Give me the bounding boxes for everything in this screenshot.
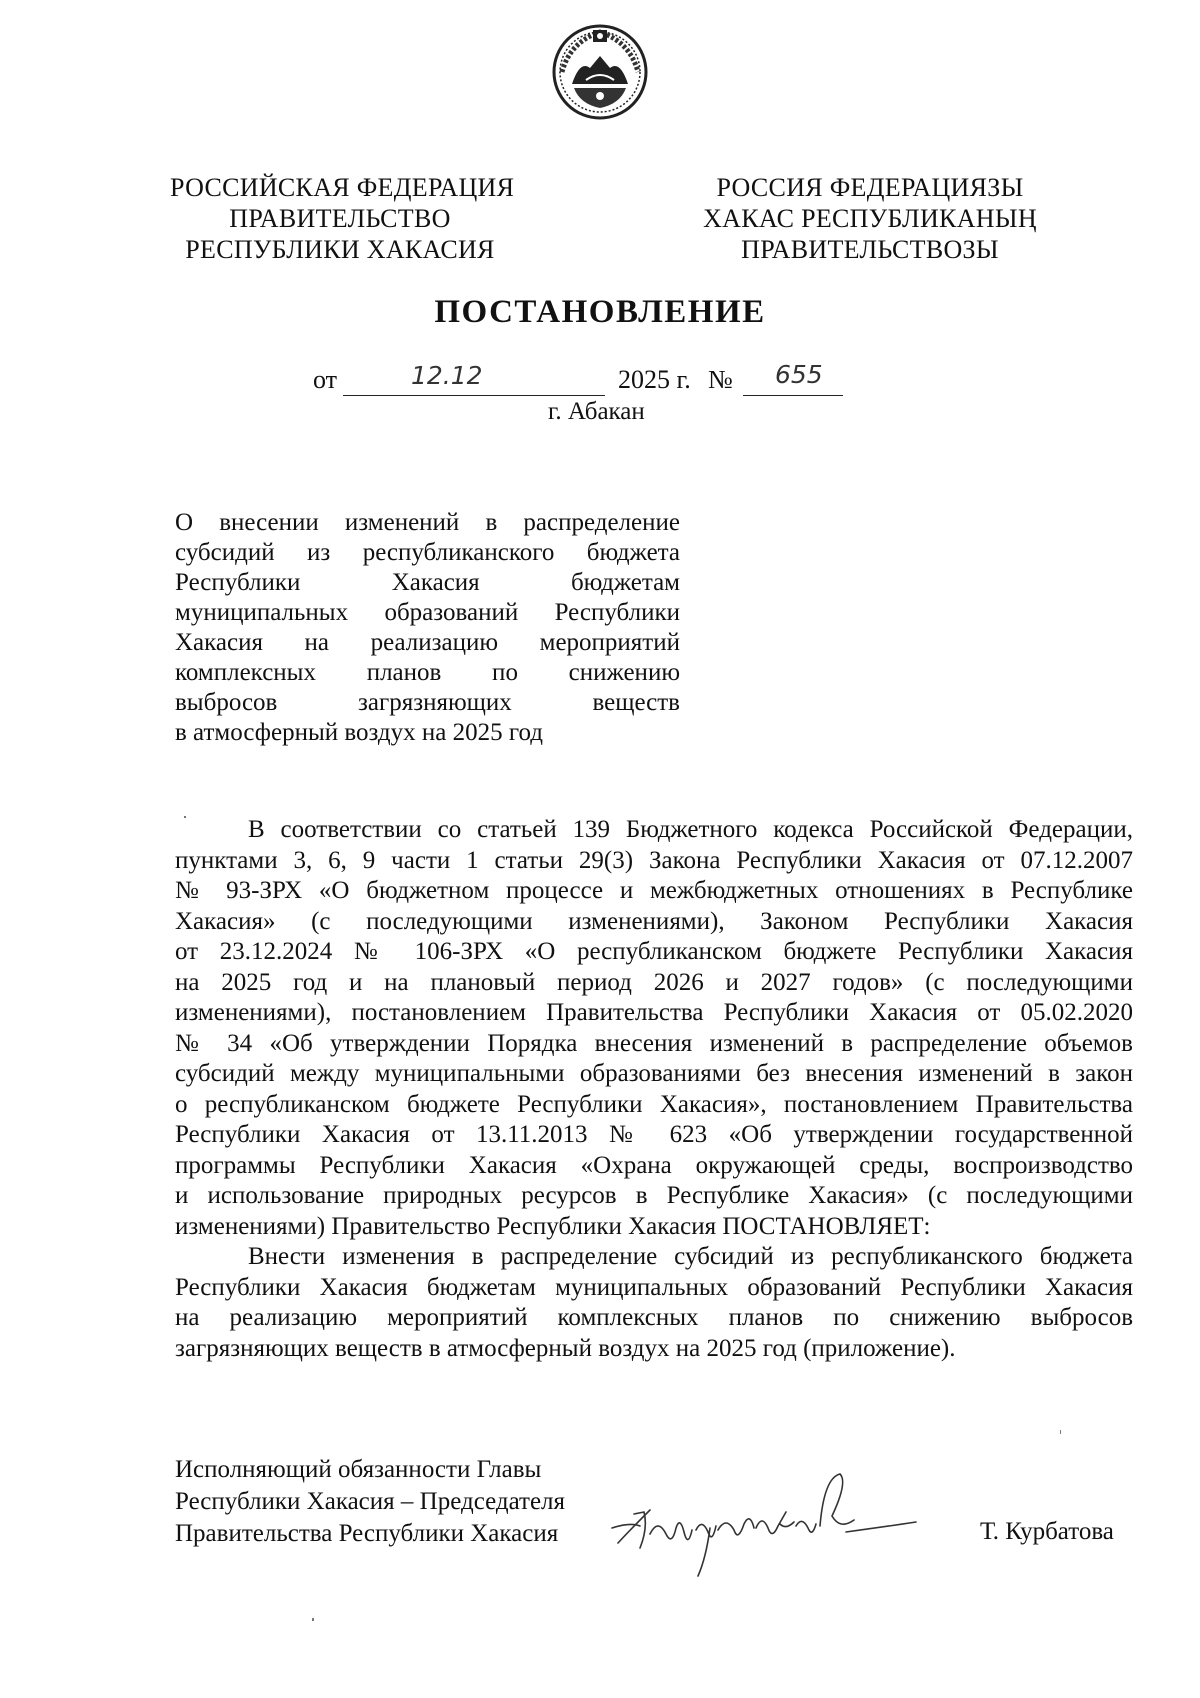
position-line: Республики Хакасия – Председателя [175,1488,566,1515]
date-underline [343,395,605,396]
body-line: № 34 «Об утверждении Порядка внесения изменений в распределение объемов [175,1029,1133,1057]
subject-line: комплексных планов по снижению [175,659,680,686]
body-line: Хакасия» (с последующими изменениями), Законом Республики Хакасия [175,907,1133,935]
subject-line: Хакасия на реализацию мероприятий [175,629,680,656]
subject-line: муниципальных образований Республики [175,599,680,626]
document-subject [175,508,680,748]
position-line: Исполняющий обязанности Главы [175,1456,542,1483]
body-line: изменениями) Правительство Республики Хакасия ПОСТАНОВЛЯЕТ: [175,1212,931,1240]
header-right-line: ПРАВИТЕЛЬСТВОЗЫ [741,235,999,264]
header-left-russian [170,172,515,265]
number-underline [743,395,843,396]
header-right-line: РОССИЯ ФЕДЕРАЦИЯЗЫ [716,173,1024,202]
scan-speck [312,1618,314,1621]
handwritten-date: 12.12 [411,361,483,390]
body-line: и использование природных ресурсов в Республике Хакасия» (с последующими [175,1182,1133,1209]
subject-line: в атмосферный воздух на 2025 год [175,719,544,746]
header-left-line: РОССИЙСКАЯ ФЕДЕРАЦИЯ [170,173,515,202]
body-line: программы Республики Хакасия «Охрана окружающей среды, воспроизводство [175,1151,1133,1179]
body-line: субсидий между муниципальными образованиями без внесения изменений в закон [175,1060,1133,1087]
body-line: Внести изменения в распределение субсидий из республиканского бюджета [248,1243,1133,1270]
handwritten-number: 655 [775,360,823,389]
handwritten-signature [610,1468,920,1578]
body-line: Республики Хакасия бюджетам муниципальных образований Республики Хакасия [175,1273,1133,1301]
subject-line: выбросов загрязняющих веществ [175,689,680,716]
scan-speck [184,816,186,818]
header-right-khakas [690,172,1050,265]
coat-of-arms-emblem [550,22,650,122]
header-left-line: РЕСПУБЛИКИ ХАКАСИЯ [185,235,495,264]
body-line: о республиканском бюджете Республики Хакасия», постановлением Правительства [175,1090,1133,1118]
position-line: Правительства Республики Хакасия [175,1520,559,1547]
year-label: 2025 г. [618,365,691,394]
signatory-position [175,1454,565,1550]
subject-line: Республики Хакасия бюджетам [175,569,680,596]
body-line: загрязняющих веществ в атмосферный воздух на 2025 год (приложение). [175,1334,956,1362]
body-line: изменениями), постановлением Правительства Республики Хакасия от 05.02.2020 [175,999,1133,1026]
body-line: на реализацию мероприятий комплексных планов по снижению выбросов [175,1304,1133,1331]
header-right-line: ХАКАС РЕСПУБЛИКАНЫҢ [703,204,1037,233]
signer-name: Т. Курбатова [980,1518,1114,1545]
subject-line: О внесении изменений в распределение [175,509,680,536]
body-line: № 93-ЗРХ «О бюджетном процессе и межбюджетных отношениях в Республике [175,877,1133,904]
subject-line: субсидий из республиканского бюджета [175,539,680,566]
date-prefix: от [313,365,338,394]
body-line: на 2025 год и на плановый период 2026 и 2027 годов» (с последующими [175,968,1133,996]
body-line: от 23.12.2024 № 106-ЗРХ «О республиканском бюджете Республики Хакасия [175,938,1133,965]
header-left-line: ПРАВИТЕЛЬСТВО [229,204,451,233]
document-type-title: ПОСТАНОВЛЕНИЕ [434,294,766,330]
number-sign: № [708,365,733,394]
body-line: В соответствии со статьей 139 Бюджетного кодекса Российской Федерации, [248,816,1133,843]
document-body [175,815,1133,1364]
body-line: пунктами 3, 6, 9 части 1 статьи 29(3) Закона Республики Хакасия от 07.12.2007 [175,846,1133,874]
city-label: г. Абакан [548,398,645,425]
scan-speck [1060,1430,1061,1434]
body-line: Республики Хакасия от 13.11.2013 № 623 «Об утверждении государственной [175,1121,1133,1148]
